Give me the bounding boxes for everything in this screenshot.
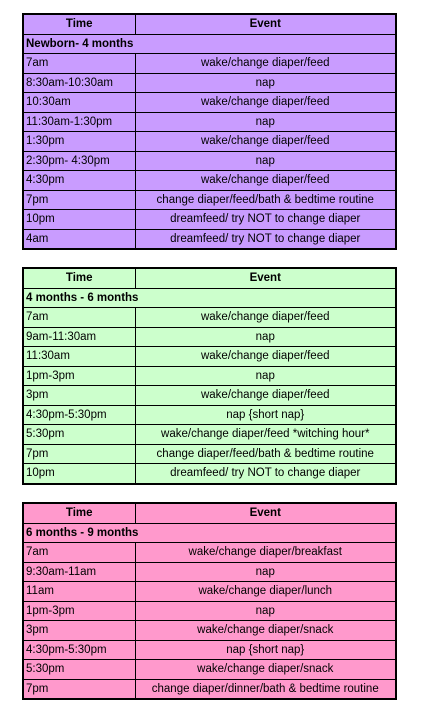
table-row	[23, 621, 396, 641]
table-row	[23, 405, 396, 425]
table-row	[23, 308, 396, 328]
time-cell: 4:30pm	[23, 171, 135, 191]
time-cell: 7pm	[23, 444, 135, 464]
section-row	[23, 288, 396, 308]
event-cell: nap {short nap}	[135, 405, 396, 425]
schedule-table-6-9-months	[22, 502, 397, 700]
event-cell: nap	[135, 562, 396, 582]
schedule-table-4-6-months	[22, 267, 397, 485]
time-cell: 1pm-3pm	[23, 366, 135, 386]
time-column-header: Time	[23, 14, 135, 34]
time-cell: 5:30pm	[23, 660, 135, 680]
table-row	[23, 601, 396, 621]
event-cell: change diaper/dinner/bath & bedtime routine	[135, 679, 396, 699]
section-title: 6 months - 9 months	[23, 523, 396, 543]
event-cell: wake/change diaper/snack	[135, 621, 396, 641]
table-row	[23, 464, 396, 484]
time-cell: 7pm	[23, 190, 135, 210]
event-cell: wake/change diaper/feed	[135, 54, 396, 74]
table-row	[23, 679, 396, 699]
time-cell: 1pm-3pm	[23, 601, 135, 621]
time-cell: 10:30am	[23, 93, 135, 113]
table-row	[23, 171, 396, 191]
event-column-header: Event	[135, 268, 396, 288]
time-cell: 10pm	[23, 464, 135, 484]
table-row	[23, 425, 396, 445]
time-cell: 7am	[23, 308, 135, 328]
table-row	[23, 444, 396, 464]
event-column-header: Event	[135, 503, 396, 523]
table-row	[23, 347, 396, 367]
time-cell: 7am	[23, 543, 135, 563]
table-row	[23, 210, 396, 230]
table-row	[23, 582, 396, 602]
time-cell: 8:30am-10:30am	[23, 73, 135, 93]
event-cell: wake/change diaper/feed	[135, 308, 396, 328]
time-cell: 1:30pm	[23, 132, 135, 152]
time-cell: 10pm	[23, 210, 135, 230]
event-cell: nap	[135, 601, 396, 621]
event-cell: nap	[135, 366, 396, 386]
event-cell: wake/change diaper/breakfast	[135, 543, 396, 563]
section-row	[23, 34, 396, 54]
table-row	[23, 54, 396, 74]
event-cell: dreamfeed/ try NOT to change diaper	[135, 464, 396, 484]
table-row	[23, 112, 396, 132]
section-row	[23, 523, 396, 543]
table-row	[23, 93, 396, 113]
time-cell: 7am	[23, 54, 135, 74]
event-cell: wake/change diaper/feed	[135, 93, 396, 113]
time-cell: 3pm	[23, 621, 135, 641]
event-cell: wake/change diaper/feed	[135, 132, 396, 152]
table-row	[23, 640, 396, 660]
time-cell: 3pm	[23, 386, 135, 406]
event-cell: dreamfeed/ try NOT to change diaper	[135, 210, 396, 230]
time-cell: 4:30pm-5:30pm	[23, 640, 135, 660]
table-row	[23, 229, 396, 249]
table-row	[23, 151, 396, 171]
table-row	[23, 190, 396, 210]
table-row	[23, 562, 396, 582]
event-cell: nap {short nap}	[135, 640, 396, 660]
table-row	[23, 543, 396, 563]
table-row	[23, 660, 396, 680]
event-cell: dreamfeed/ try NOT to change diaper	[135, 229, 396, 249]
event-cell: wake/change diaper/lunch	[135, 582, 396, 602]
schedule-table-newborn	[22, 13, 397, 250]
time-cell: 4:30pm-5:30pm	[23, 405, 135, 425]
time-cell: 7pm	[23, 679, 135, 699]
event-cell: wake/change diaper/snack	[135, 660, 396, 680]
time-cell: 9:30am-11am	[23, 562, 135, 582]
time-cell: 2:30pm- 4:30pm	[23, 151, 135, 171]
table-row	[23, 132, 396, 152]
time-cell: 4am	[23, 229, 135, 249]
time-column-header: Time	[23, 503, 135, 523]
section-title: Newborn- 4 months	[23, 34, 396, 54]
table-header-row	[23, 14, 396, 34]
table-row	[23, 327, 396, 347]
event-cell: change diaper/feed/bath & bedtime routine	[135, 444, 396, 464]
section-title: 4 months - 6 months	[23, 288, 396, 308]
table-header-row	[23, 268, 396, 288]
table-row	[23, 366, 396, 386]
time-cell: 11:30am	[23, 347, 135, 367]
time-column-header: Time	[23, 268, 135, 288]
time-cell: 11:30am-1:30pm	[23, 112, 135, 132]
table-row	[23, 386, 396, 406]
table-row	[23, 73, 396, 93]
table-header-row	[23, 503, 396, 523]
event-column-header: Event	[135, 14, 396, 34]
event-cell: wake/change diaper/feed	[135, 386, 396, 406]
time-cell: 11am	[23, 582, 135, 602]
event-cell: nap	[135, 327, 396, 347]
event-cell: change diaper/feed/bath & bedtime routine	[135, 190, 396, 210]
event-cell: nap	[135, 73, 396, 93]
event-cell: wake/change diaper/feed	[135, 171, 396, 191]
time-cell: 5:30pm	[23, 425, 135, 445]
event-cell: wake/change diaper/feed *witching hour*	[135, 425, 396, 445]
time-cell: 9am-11:30am	[23, 327, 135, 347]
event-cell: wake/change diaper/feed	[135, 347, 396, 367]
event-cell: nap	[135, 112, 396, 132]
event-cell: nap	[135, 151, 396, 171]
